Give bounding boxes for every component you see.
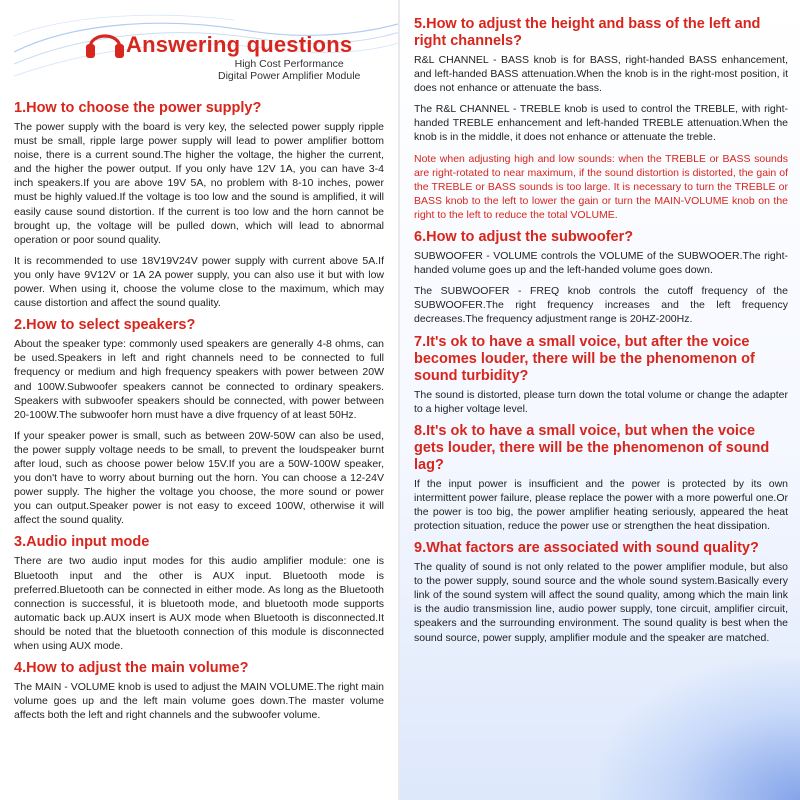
section-paragraph: If the input power is insufficient and the power is protected by its own intermittent power failure, please replace the power with a more powerful one.Or the power is too big, the power amplifier heating seriously, appeared the heat protection situation, reduce the power use or strengthen the heat dissipation. [414,477,788,532]
warning-note: Note when adjusting high and low sounds: when the TREBLE or BASS sounds are right-rotated to near maximum, if the sound distortion is distorted, the gain of the TREBLE or BASS sounds is too large. It is necessary to turn the TREBLE or BASS knob to the left to lower the gain or turn the MAIN-VOLUME knob on the right to the left to reduce the total VOLUME. [414,152,788,221]
section-paragraph: SUBWOOFER - VOLUME controls the VOLUME of the SUBWOOER.The right-handed volume goes up and the left-handed volume goes down. [414,250,788,277]
left-column [0,0,398,800]
section-paragraph: R&L CHANNEL - BASS knob is for BASS, right-handed BASS enhancement, and left-handed BASS attenuation.When the knob is in the right-most position, it does not enhance or attenuate the bass. [414,54,788,95]
section-heading: 6.How to adjust the subwoofer? [414,229,634,246]
section-paragraph: The quality of sound is not only related to the power amplifier module, but also to the power supply, sound source and the whole sound system.Basically every link of the sound system will affect the sound quality, among which the main link is the audio transmission line, audio power supply, tone circuit, amplifier circuit, speakers and the surrounding environment. The sound quality is best when the sound source, power supply, amplifier module and the speaker are matched. [414,561,788,644]
subtitle-line-1: High Cost Performance [234,58,344,70]
section-heading: 7.It's ok to have a small voice, but after the voice becomes louder, there will be the phenomenon of sound turbidity? [414,333,755,384]
section-paragraph: The MAIN - VOLUME knob is used to adjust the MAIN VOLUME.The right main volume goes up and the left main volume goes down.The master volume affects both the left and right channels and the subwoofer volume. [14,681,384,722]
section-subwoofer [414,229,788,326]
section-speakers [14,317,384,527]
section-sound-turbidity [414,334,788,416]
section-paragraph: The R&L CHANNEL - TREBLE knob is used to control the TREBLE, with right-handed TREBLE enhancement and left-handed TREBLE attenuation.When the knob is in the middle, it does not enhance or attenuate the treble. [414,103,788,144]
section-heading: 5.How to adjust the height and bass of the left and right channels? [414,16,761,49]
headphone-icon [84,22,126,62]
section-paragraph: About the speaker type: commonly used speakers are generally 4-8 ohms, can be used.Speakers in left and right channels need to be connected to full frequency or medium and high frequency speakers with power between 20W and 100W.Subwoofer speakers cannot be connected to ordinary speakers. Speakers with subwoofer speakers should be connected, with power between 20-100W.The subwoofer horn must have a dive frquency of at least 50Hz. [14,338,384,421]
header [14,12,384,94]
section-paragraph: The power supply with the board is very key, the selected power supply ripple must be small, ripple large power supply will lead to power amplifier bottom noise, there is a current sound.The higher the voltage, the higher the current, and the higher the power output. If you only have 12V 1A, you can have 3-4 inch speakers.If you are above 19V 5A, no problem with 8-10 inches, power must be highly valued.If the voltage is too low and the sound is amplified, it will easily cause sound distortion. If the current is too low and the horn cannot be brought up, the voltage will be pulled down, which will lead to abnormal operation or poor sound quality. [14,121,384,246]
section-heading: 4.How to adjust the main volume? [14,660,249,677]
corner-gradient-decoration [600,660,800,800]
section-paragraph: It is recommended to use 18V19V24V power supply with current above 5A.If you only have 9V12V or 1A 2A power supply, you can also use it but with low power. When using it, choose the volume close to the maximum, which may cause distortion and affect the sound quality. [14,254,384,310]
section-paragraph: There are two audio input modes for this audio amplifier module: one is Bluetooth input and the other is AUX input. Bluetooth mode is preferred.Bluetooth can be connected in either mode. As long as the Bluetooth connection is successful, it is bluetooth mode, and bluetooth mode supports automatic back up.AUX insert is AUX mode when Bluetooth is disconnected.It should be noted that the bluetooth connection of this module is disconnected when using AUX mode. [14,555,384,652]
right-column [400,0,800,800]
section-paragraph: If your speaker power is small, such as between 20W-50W can also be used, the power supply voltage needs to be small, to prevent the loudspeaker burnt after loud, such as choose power below 15V.If you are a 50W-100W speaker, you don't have to worry about burning out the horn. You can choose a 12-24V power supply. The higher the voltage you choose, the more sound or power you can output.Speaker power is not easy to exceed 100W, otherwise it will affect the sound quality. [14,429,384,527]
section-heading: 3.Audio input mode [14,534,150,551]
page-subtitle [218,58,360,82]
section-main-volume [14,660,384,722]
section-heading: 2.How to select speakers? [14,317,196,334]
section-heading: 1.How to choose the power supply? [14,100,262,116]
section-heading: 8.It's ok to have a small voice, but when the voice gets louder, there will be the phenomenon of sound lag? [414,422,770,473]
section-power-supply [14,100,384,310]
section-treble-bass [414,16,788,222]
section-audio-input [14,534,384,653]
section-paragraph: The SUBWOOFER - FREQ knob controls the cutoff frequency of the SUBWOOFER.The right frequency increases and the left frequency decreases.The frequency adjustment range is 20HZ-200Hz. [414,285,788,326]
section-sound-lag [414,423,788,533]
page-title: Answering questions [126,32,353,57]
section-paragraph: The sound is distorted, please turn down the total volume or change the adapter to a higher voltage level. [414,388,788,415]
subtitle-line-2: Digital Power Amplifier Module [218,70,361,82]
section-sound-quality [414,540,788,645]
section-heading: 9.What factors are associated with sound quality? [414,540,759,557]
